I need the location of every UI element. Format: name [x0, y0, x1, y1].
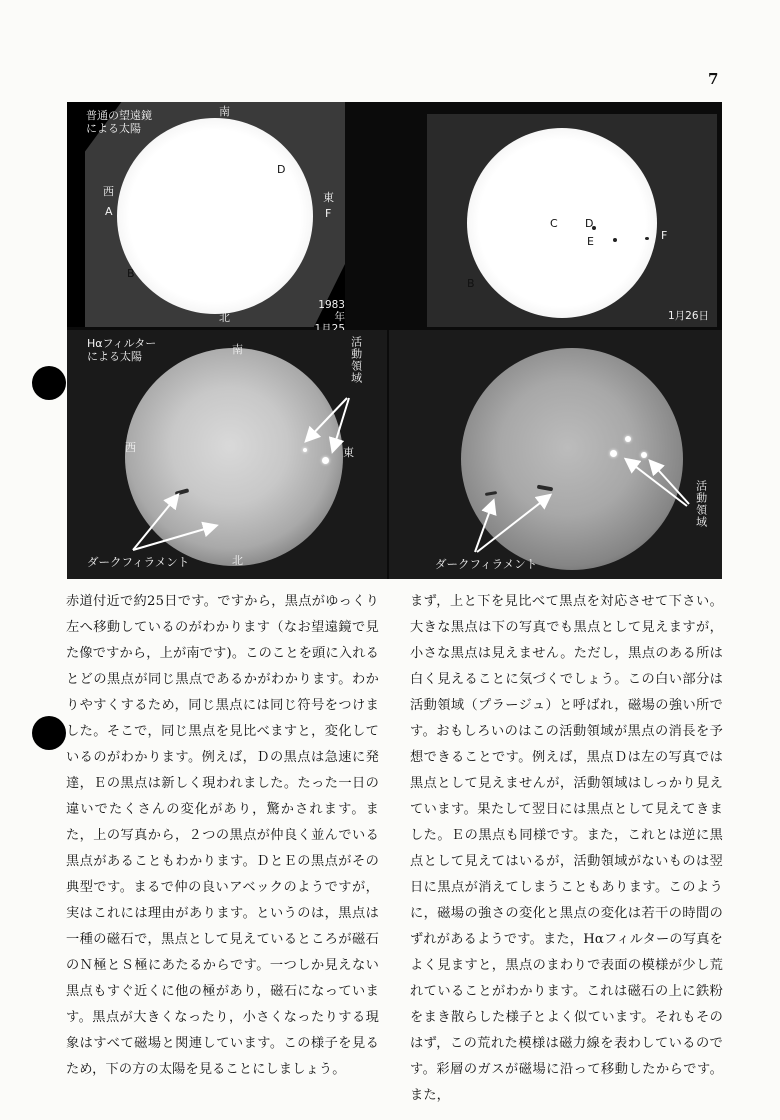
page-number: 7	[708, 70, 719, 88]
binder-hole-top	[32, 366, 66, 400]
sunspot-f	[645, 237, 649, 240]
spot-label-e: E	[587, 235, 594, 248]
direction-north: 北	[232, 554, 243, 567]
body-text-right-column: まず，上と下を見比べて黒点を対応させて下さい。大きな黒点は下の写真でも黒点として見えますが，小さな黒点は見えません。ただし，黒点のある所は白く見えることに気づくでしょう。この白い部分は活動領域（プラージュ）と呼ばれ，磁場の強い所です。おもしろいのはこの活動領域が黒点の消長を予想できることです。例えば，黒点Ｄは左の写真では黒点として見えませんが，活動領域はしっかり見えています。果たして翌日には黒点として見えてきました。Ｅの黒点も同様です。また，これとは逆に黒点として見えてはいるが，活動領域がないものは翌日に黒点が消えてしまうこともあります。このように，磁場の強さの変化と黒点の変化は若干の時間のずれがあるようです。また，Hαフィルターの写真をよく見ますと，黒点のまわりで表面の模様が少し荒れていることがわかります。これは磁石の上に鉄粉をまき散らした様子とよく似ています。それもそのはず，この荒れた模様は磁力線を表わしているのです。彩層のガスが磁場に沿って移動したからです。また，	[410, 594, 723, 1103]
h-alpha-sun-right-panel	[389, 330, 722, 579]
annotation-arrows	[67, 330, 387, 579]
direction-west: 西	[103, 185, 114, 198]
date-label-jan25: 1983年	[318, 299, 345, 324]
spot-label-b: B	[127, 267, 135, 280]
h-alpha-sun-left-panel	[67, 330, 387, 579]
direction-east: 東	[323, 191, 334, 204]
body-text-left-column: 赤道付近で約25日です。ですから，黒点がゆっくり左へ移動しているのがわかります（なお望遠鏡で見た像ですから，上が南です)。このことを頭に入れるとどの黒点が同じ黒点であるかがわかります。わかりやすくするため，同じ黒点には同じ符号をつけました。そこで，同じ黒点を見比べますと，変化しているのがわかります。例えば，Ｄの黒点は急速に発達，Ｅの黒点は新しく現われました。たった一日の違いでたくさんの変化があり，驚かされます。また，上の写真から，２つの黒点が仲良く並んでいる黒点があることもわかります。ＤとＥの黒点がその典型です。まるで仲の良いアベックのようですが，実はこれには理由があります。というのは，黒点は一種の磁石で，黒点として見えているところが磁石のＮ極とＳ極にあたるからです。一つしか見えない黒点もすぐ近くに他の極があり，磁石になっています。黒点が大きくなったり，小さくなったりする現象はすべて磁場と関連しています。この様子を見るため，下の方の太陽を見ることにしましょう。	[66, 594, 379, 1077]
spot-label-b: B	[467, 277, 475, 290]
sunspot-e	[613, 238, 617, 242]
spot-label-d: D	[277, 163, 286, 176]
binder-hole-bottom	[32, 716, 66, 750]
sun-disk	[117, 118, 313, 314]
direction-south: 南	[232, 343, 243, 356]
date-label-jan26: 1月26日	[668, 310, 710, 322]
direction-south: 南	[219, 105, 230, 118]
white-light-sun-jan26-panel	[427, 114, 717, 327]
sun-photo-figure	[67, 102, 722, 579]
spot-label-a: A	[105, 205, 113, 218]
spot-label-f: F	[325, 207, 332, 220]
direction-east: 東	[343, 446, 354, 459]
spot-label-d: D	[585, 217, 594, 230]
white-light-sun-jan25-panel	[67, 102, 345, 327]
active-region-label: 活動領域	[349, 336, 363, 384]
direction-north: 北	[219, 311, 230, 324]
dark-filament-label: ダークフィラメント	[87, 555, 190, 569]
annotation-arrows	[389, 330, 722, 579]
caption-white-light: 普通の望遠鏡 による太陽	[86, 109, 152, 135]
spot-label-f: F	[661, 229, 668, 242]
active-region-label: 活動領域	[694, 480, 708, 528]
direction-west: 西	[125, 441, 136, 454]
sun-disk	[467, 128, 657, 318]
caption-h-alpha: Hαフィルター による太陽	[87, 337, 157, 363]
spot-label-c: C	[550, 217, 558, 230]
dark-filament-label: ダークフィラメント	[435, 557, 538, 571]
